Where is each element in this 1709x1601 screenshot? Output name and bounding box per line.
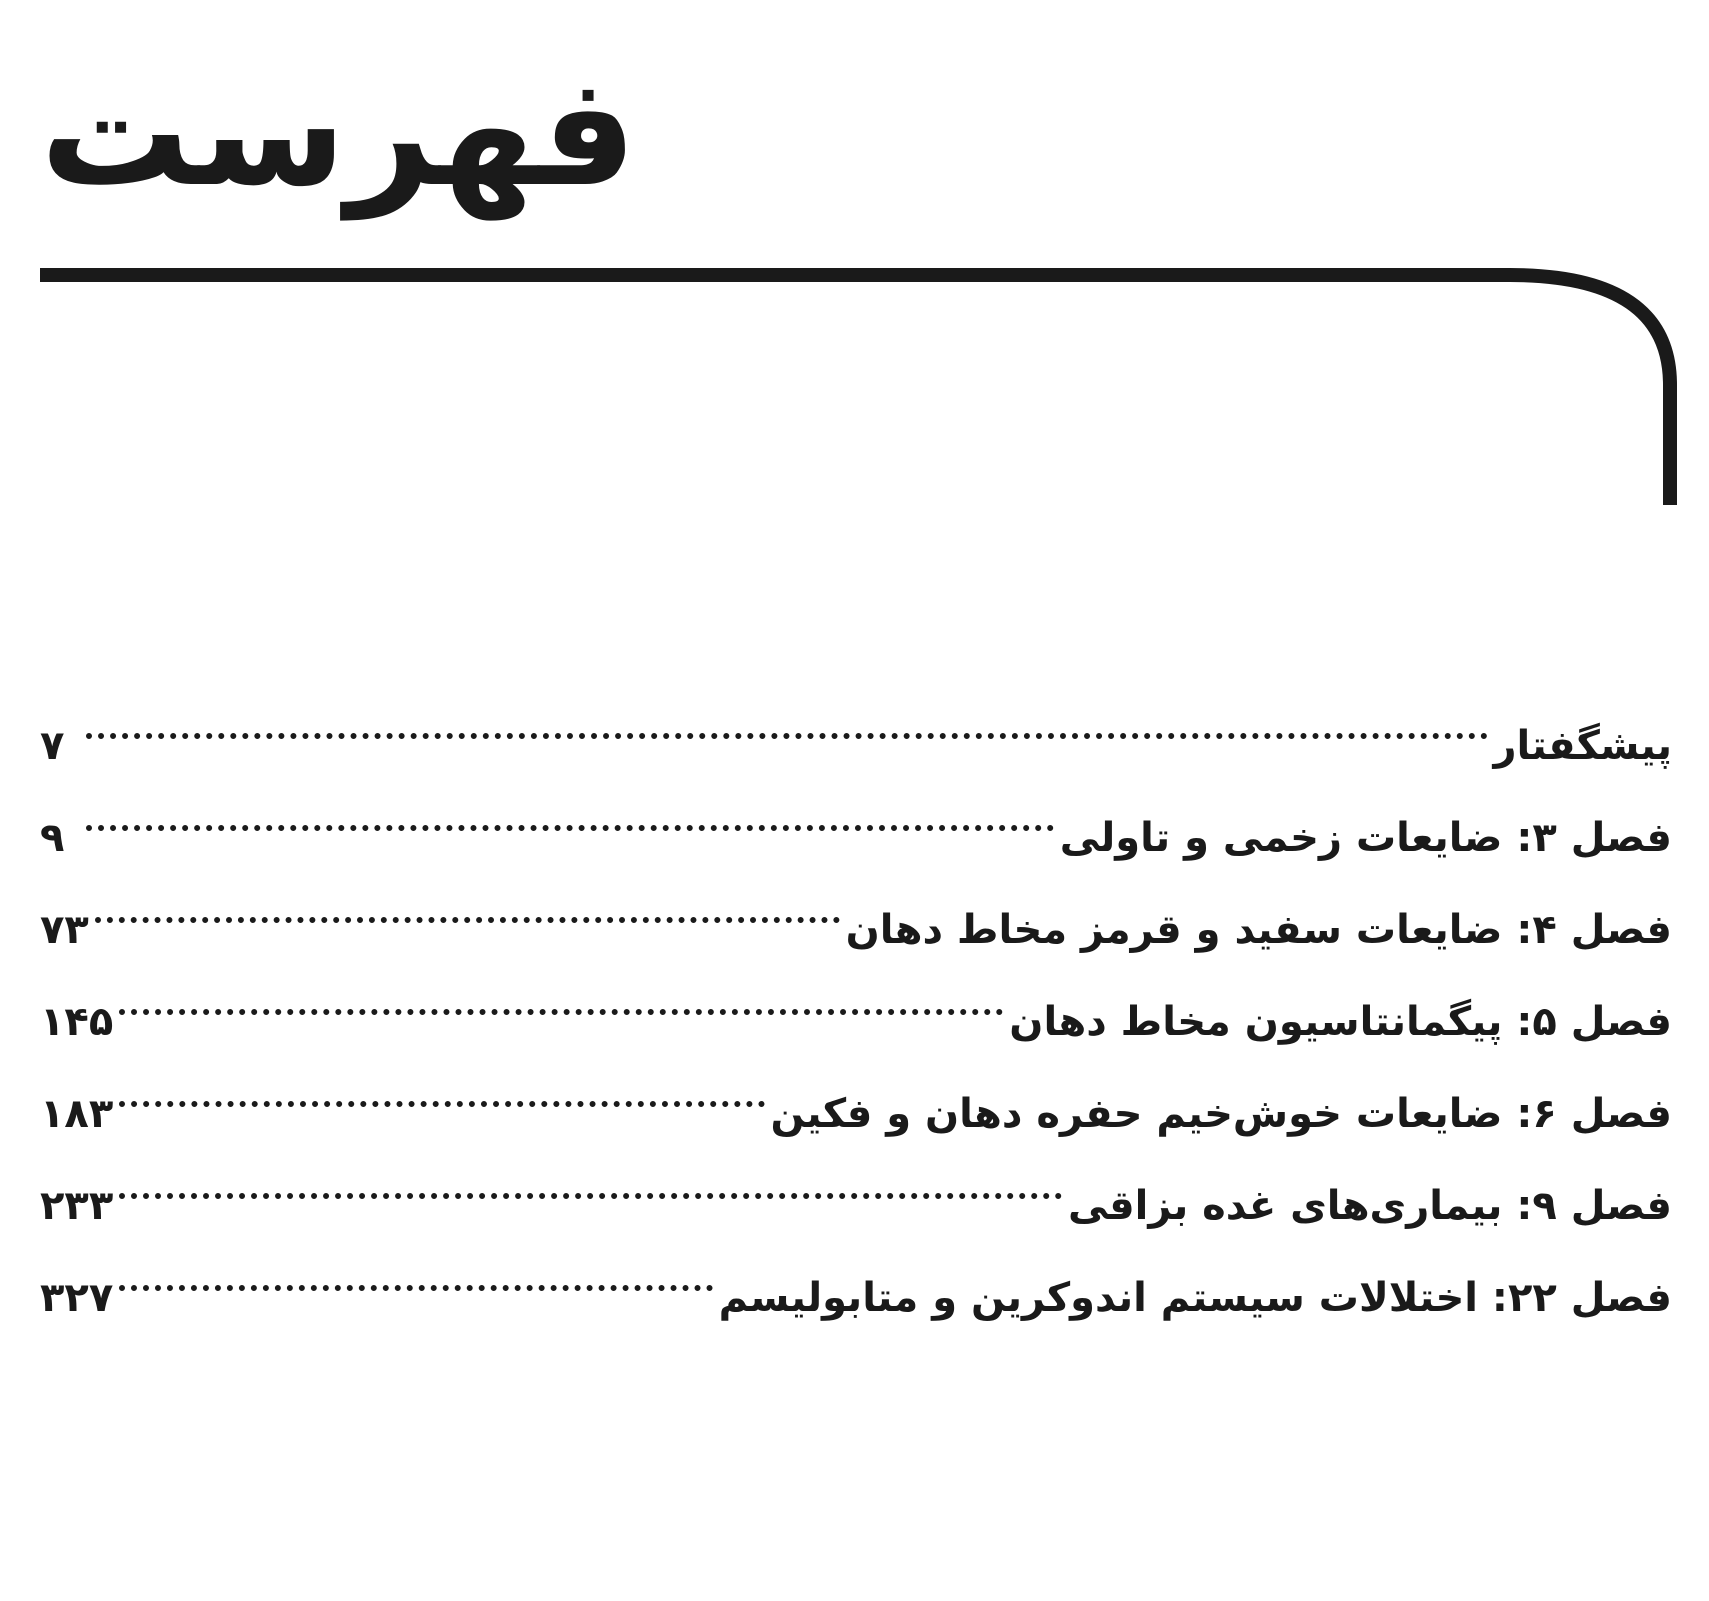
toc-page-number: ۳۲۷ — [40, 1275, 114, 1321]
toc-entry-chapter-9[interactable] — [40, 1160, 1672, 1252]
toc-entry-label: فصل ۴: ضایعات سفید و قرمز مخاط دهان — [845, 907, 1672, 953]
title-rule-decoration — [0, 0, 1709, 520]
toc-dot-leader — [86, 825, 1054, 831]
toc-entry-chapter-4[interactable] — [40, 884, 1672, 976]
toc-entry-chapter-22[interactable] — [40, 1252, 1672, 1344]
toc-entry-preface[interactable] — [40, 700, 1672, 792]
toc-dot-leader — [86, 733, 1488, 739]
toc-page-number: ۱۸۳ — [40, 1091, 114, 1137]
toc-page-number: ۱۴۵ — [40, 999, 114, 1045]
toc-dot-leader — [119, 1193, 1062, 1199]
toc-page-number: ۷۳ — [40, 907, 89, 953]
toc-page-number: ۹ — [40, 815, 65, 861]
toc-page-number: ۷ — [40, 723, 65, 769]
toc-entry-chapter-6[interactable] — [40, 1068, 1672, 1160]
toc-entry-label: فصل ۶: ضایعات خوش‌خیم حفره دهان و فکین — [770, 1091, 1672, 1137]
toc-entry-label: فصل ۲۲: اختلالات سیستم اندوکرین و متابولیسم — [718, 1275, 1672, 1321]
toc-dot-leader — [119, 1285, 712, 1291]
table-of-contents — [40, 700, 1672, 1344]
toc-entry-label: فصل ۹: بیماری‌های غده بزاقی — [1067, 1183, 1672, 1229]
toc-entry-chapter-5[interactable] — [40, 976, 1672, 1068]
toc-entry-chapter-3[interactable] — [40, 792, 1672, 884]
toc-dot-leader — [95, 917, 840, 923]
toc-entry-label: پیشگفتار — [1493, 723, 1672, 769]
toc-dot-leader — [119, 1101, 764, 1107]
toc-entry-label: فصل ۵: پیگمانتاسیون مخاط دهان — [1009, 999, 1672, 1045]
page-title: فهرست — [40, 46, 637, 220]
toc-entry-label: فصل ۳: ضایعات زخمی و تاولی — [1059, 815, 1672, 861]
toc-dot-leader — [119, 1009, 1003, 1015]
toc-page-number: ۲۳۳ — [40, 1183, 114, 1229]
